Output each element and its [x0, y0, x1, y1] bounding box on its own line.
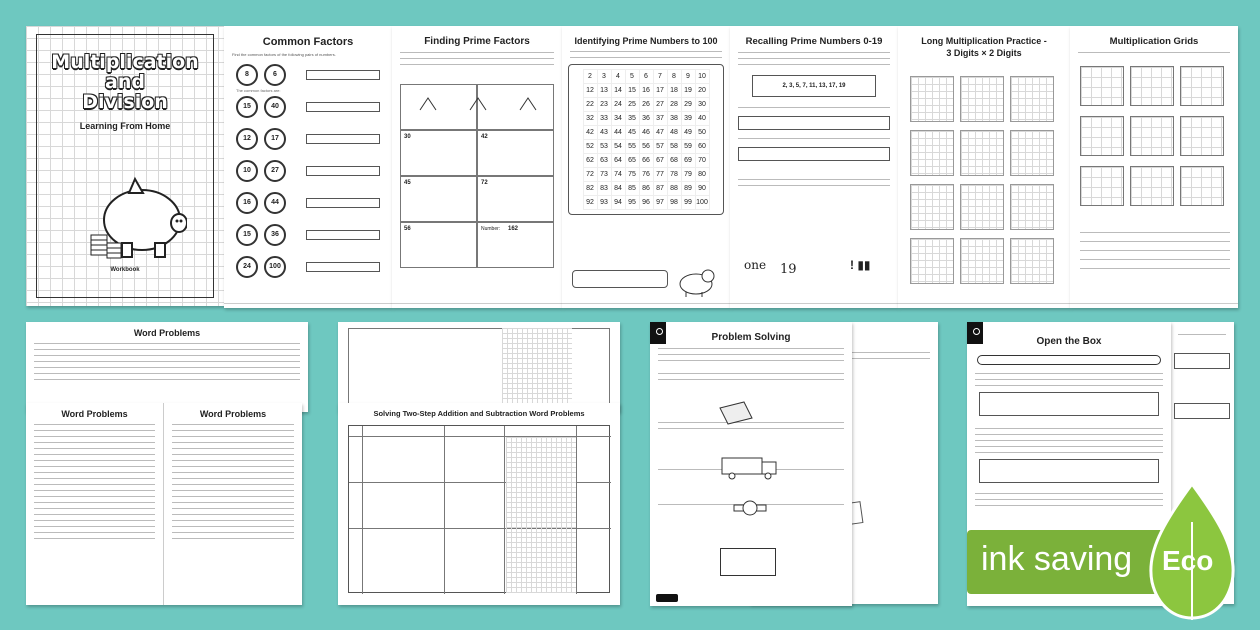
common-factors-instructions: Find the common factors of the following pairs of numbers. [232, 52, 336, 57]
number-cell[interactable]: 82 [583, 182, 597, 196]
word-problems-right-column [164, 403, 302, 605]
factor-number-circle: 36 [264, 224, 286, 246]
number-cell[interactable]: 33 [597, 112, 611, 126]
number-cell[interactable]: 7 [653, 70, 667, 84]
factor-cell-number: 72 [481, 180, 488, 186]
number-cell[interactable]: 45 [625, 126, 639, 140]
number-cell[interactable]: 12 [583, 84, 597, 98]
number-cell[interactable]: 94 [611, 196, 625, 210]
long-mult-title-line2: 3 Digits × 2 Digits [946, 48, 1022, 58]
cover-title-line3: Division [82, 90, 168, 113]
word-problems-left-title: Word Problems [61, 409, 128, 419]
number-cell[interactable]: 2 [583, 70, 597, 84]
number-cell[interactable]: 40 [695, 112, 709, 126]
watch-icon [732, 498, 768, 518]
factor-number-circle: 40 [264, 96, 286, 118]
number-cell[interactable]: 44 [611, 126, 625, 140]
factor-number-circle: 12 [236, 128, 258, 150]
number-cell[interactable]: 42 [583, 126, 597, 140]
factor-cell-number: 45 [404, 180, 411, 186]
mult-grid-tables [1080, 66, 1230, 216]
mult-grids-title: Multiplication Grids [1109, 36, 1199, 47]
working-grid[interactable] [1010, 130, 1054, 176]
factor-pair-row [230, 254, 386, 286]
factor-number-circle: 24 [236, 256, 258, 278]
multiplication-grids-sheet [1070, 26, 1238, 308]
number-cell[interactable]: 76 [639, 168, 653, 182]
answer-box[interactable] [306, 198, 380, 208]
factor-number-circle: 44 [264, 192, 286, 214]
answer-box [738, 147, 890, 161]
ink-saving-label: ink saving [981, 540, 1133, 578]
working-grid[interactable] [1010, 184, 1054, 230]
sheet-footer [730, 303, 898, 304]
sum-line [1080, 232, 1230, 233]
factor-number-label: Number: [481, 226, 501, 232]
number-cell[interactable]: 17 [653, 84, 667, 98]
number-cell[interactable]: 50 [695, 126, 709, 140]
instruction-banner [977, 355, 1161, 365]
working-grid[interactable] [910, 76, 954, 122]
identifying-primes-title: Identifying Prime Numbers to 100 [574, 36, 718, 46]
number-cell[interactable]: 100 [695, 196, 709, 210]
number-cell[interactable]: 10 [695, 70, 709, 84]
factor-pair-row [230, 158, 386, 190]
number-cell[interactable]: 55 [625, 140, 639, 154]
tab-marker-icon [650, 322, 666, 344]
number-cell[interactable]: 36 [639, 112, 653, 126]
factor-number-circle: 10 [236, 160, 258, 182]
cover-subtitle: Learning From Home [79, 120, 171, 131]
number-cell[interactable]: 43 [597, 126, 611, 140]
number-cell[interactable]: 26 [639, 98, 653, 112]
number-cell[interactable]: 95 [625, 196, 639, 210]
grid-method-table[interactable] [1080, 116, 1124, 156]
cover-title-line2: and [105, 70, 145, 93]
number-cell[interactable]: 90 [695, 182, 709, 196]
speech-bubble [572, 270, 668, 288]
grid-method-table[interactable] [1180, 66, 1224, 106]
sheet-footer [392, 303, 562, 304]
number-cell[interactable]: 56 [639, 140, 653, 154]
factor-pair-row [230, 190, 386, 222]
number-cell[interactable]: 88 [667, 182, 681, 196]
number-cell[interactable]: 89 [681, 182, 695, 196]
cover-label: Workbook [110, 267, 140, 273]
number-cell[interactable]: 46 [639, 126, 653, 140]
prime-factors-sheet [392, 26, 562, 308]
grid-method-table[interactable] [1130, 166, 1174, 206]
factor-pair-row [230, 62, 386, 94]
number-cell[interactable]: 93 [597, 196, 611, 210]
two-step-sheet-back [338, 322, 620, 412]
number-cell[interactable]: 57 [653, 140, 667, 154]
word-problems-sheet-back [26, 322, 308, 412]
common-factors-title: Common Factors [262, 36, 354, 48]
scribble-one: one [744, 258, 767, 272]
factor-number-circle: 6 [264, 64, 286, 86]
word-problems-title: Word Problems [133, 328, 201, 338]
number-cell[interactable]: 5 [625, 70, 639, 84]
answer-box [979, 459, 1159, 483]
number-cell[interactable]: 72 [583, 168, 597, 182]
number-cell[interactable]: 48 [667, 126, 681, 140]
recalling-primes-sheet [730, 26, 898, 308]
word-problems-left-column [26, 403, 164, 605]
answer-box[interactable] [306, 102, 380, 112]
sheet-footer [562, 303, 730, 304]
identifying-primes-sheet [562, 26, 730, 308]
open-the-box-title: Open the Box [1036, 336, 1102, 347]
number-cell[interactable]: 66 [639, 154, 653, 168]
mult-grid-sums [1080, 224, 1230, 277]
factor-number-circle: 15 [236, 96, 258, 118]
factor-cell-number: 30 [404, 134, 411, 140]
working-grid[interactable] [1010, 76, 1054, 122]
long-mult-grids [910, 76, 1060, 296]
number-cell[interactable]: 24 [611, 98, 625, 112]
two-step-title: Solving Two-Step Addition and Subtraction Word Problems [373, 409, 585, 418]
factor-number-circle: 27 [264, 160, 286, 182]
number-cell[interactable]: 29 [681, 98, 695, 112]
answer-box [738, 116, 890, 130]
answer-label: The common factors are: [236, 88, 281, 93]
working-grid[interactable] [960, 238, 1004, 284]
number-cell[interactable]: 15 [625, 84, 639, 98]
factor-cell-number: 56 [404, 226, 411, 232]
factor-number-circle: 15 [236, 224, 258, 246]
number-cell[interactable]: 20 [695, 84, 709, 98]
number-cell[interactable]: 78 [667, 168, 681, 182]
piggy-bank-icon [77, 175, 187, 265]
number-cell[interactable]: 59 [681, 140, 695, 154]
problem-solving-sheet-front [650, 322, 852, 606]
sum-line [1080, 241, 1230, 242]
number-cell[interactable]: 39 [681, 112, 695, 126]
number-cell[interactable]: 62 [583, 154, 597, 168]
hundred-square [583, 69, 710, 210]
number-cell[interactable]: 98 [667, 196, 681, 210]
number-cell[interactable]: 79 [681, 168, 695, 182]
factor-pair-row [230, 222, 386, 254]
number-cell[interactable]: 34 [611, 112, 625, 126]
long-mult-title-line1: Long Multiplication Practice - [921, 36, 1047, 46]
factor-number-circle: 17 [264, 128, 286, 150]
working-grid[interactable] [1010, 238, 1054, 284]
two-step-table [348, 425, 610, 593]
number-cell[interactable]: 75 [625, 168, 639, 182]
factor-pair-row [230, 94, 386, 126]
answer-box[interactable] [306, 166, 380, 176]
number-cell[interactable]: 73 [597, 168, 611, 182]
number-cell[interactable]: 38 [667, 112, 681, 126]
factor-cell-number: 42 [481, 134, 488, 140]
number-cell[interactable]: 14 [611, 84, 625, 98]
eco-badge-label: Eco [1162, 545, 1214, 576]
number-cell[interactable]: 67 [653, 154, 667, 168]
answer-box[interactable] [306, 230, 380, 240]
number-cell[interactable]: 70 [695, 154, 709, 168]
number-cell[interactable]: 25 [625, 98, 639, 112]
truck-icon [720, 452, 780, 482]
number-cell[interactable]: 27 [653, 98, 667, 112]
prime-factor-grid [400, 84, 554, 270]
number-cell[interactable]: 54 [611, 140, 625, 154]
number-cell[interactable]: 6 [639, 70, 653, 84]
cover-title-line1: Multiplication [51, 51, 199, 73]
grid-method-table[interactable] [1130, 66, 1174, 106]
number-cell[interactable]: 60 [695, 140, 709, 154]
number-cell[interactable]: 97 [653, 196, 667, 210]
prime-sequence-box: 2, 3, 5, 7, 11, 13, 17, 19 [752, 75, 876, 97]
scribble-mark: ! ▮▮ [850, 258, 871, 272]
number-cell[interactable]: 23 [597, 98, 611, 112]
answer-box[interactable] [306, 134, 380, 144]
number-cell[interactable]: 13 [597, 84, 611, 98]
sum-line [1080, 250, 1230, 251]
number-cell[interactable]: 53 [597, 140, 611, 154]
problem-solving-title: Problem Solving [711, 332, 791, 343]
grid-method-table[interactable] [1180, 166, 1224, 206]
number-cell[interactable]: 18 [667, 84, 681, 98]
answer-box[interactable] [306, 262, 380, 272]
number-cell[interactable]: 58 [667, 140, 681, 154]
factor-number-circle: 100 [264, 256, 286, 278]
number-cell[interactable]: 80 [695, 168, 709, 182]
grid-method-table[interactable] [1180, 116, 1224, 156]
workbook-cover-sheet [26, 26, 224, 306]
number-cell[interactable]: 68 [667, 154, 681, 168]
working-grid[interactable] [910, 238, 954, 284]
common-factors-rows [224, 62, 392, 286]
number-cell[interactable]: 32 [583, 112, 597, 126]
working-grid[interactable] [960, 76, 1004, 122]
working-grid[interactable] [960, 184, 1004, 230]
sheet-footer [224, 303, 392, 304]
hundred-square-frame [568, 64, 724, 215]
factor-number-circle: 16 [236, 192, 258, 214]
sum-line [1080, 259, 1230, 260]
number-cell[interactable]: 3 [597, 70, 611, 84]
answer-box[interactable] [306, 70, 380, 80]
number-cell[interactable]: 64 [611, 154, 625, 168]
answer-box [979, 392, 1159, 416]
word-problems-right-title: Word Problems [199, 409, 267, 419]
number-cell[interactable]: 8 [667, 70, 681, 84]
sheet-footer [898, 303, 1070, 304]
number-cell[interactable]: 19 [681, 84, 695, 98]
working-grid[interactable] [960, 130, 1004, 176]
number-cell[interactable]: 92 [583, 196, 597, 210]
recalling-primes-title: Recalling Prime Numbers 0-19 [745, 36, 883, 47]
number-cell[interactable]: 47 [653, 126, 667, 140]
footer-logo [656, 594, 678, 602]
number-cell[interactable]: 84 [611, 182, 625, 196]
number-cell[interactable]: 28 [667, 98, 681, 112]
number-cell[interactable]: 87 [653, 182, 667, 196]
grid-method-table[interactable] [1080, 166, 1124, 206]
grid-method-table[interactable] [1080, 66, 1124, 106]
two-step-sheet-front [338, 403, 620, 605]
working-grid[interactable] [910, 184, 954, 230]
sign-board-icon [720, 548, 776, 576]
goat-illustration-icon [672, 262, 720, 298]
word-problems-sheet-front [26, 403, 302, 605]
number-cell[interactable]: 69 [681, 154, 695, 168]
number-cell[interactable]: 86 [639, 182, 653, 196]
number-cell[interactable]: 77 [653, 168, 667, 182]
long-multiplication-sheet [898, 26, 1070, 308]
number-cell[interactable]: 63 [597, 154, 611, 168]
prime-factors-title: Finding Prime Factors [424, 36, 530, 47]
sheet-footer [1070, 303, 1238, 304]
number-cell[interactable]: 74 [611, 168, 625, 182]
scribble-19: 19 [780, 262, 797, 277]
number-cell[interactable]: 99 [681, 196, 695, 210]
cover-frame [36, 34, 214, 298]
number-cell[interactable]: 49 [681, 126, 695, 140]
factor-number-circle: 8 [236, 64, 258, 86]
number-cell[interactable]: 22 [583, 98, 597, 112]
tab-marker-icon [967, 322, 983, 344]
number-cell[interactable]: 65 [625, 154, 639, 168]
number-cell[interactable]: 4 [611, 70, 625, 84]
number-cell[interactable]: 85 [625, 182, 639, 196]
number-cell[interactable]: 96 [639, 196, 653, 210]
working-grid[interactable] [910, 130, 954, 176]
number-cell[interactable]: 16 [639, 84, 653, 98]
common-factors-sheet [224, 26, 392, 308]
sum-line [1080, 268, 1230, 269]
number-cell[interactable]: 52 [583, 140, 597, 154]
number-cell[interactable]: 37 [653, 112, 667, 126]
grid-cells [506, 437, 576, 593]
book-icon [716, 400, 756, 426]
grid-method-table[interactable] [1130, 116, 1174, 156]
factor-pair-row [230, 126, 386, 158]
number-cell[interactable]: 30 [695, 98, 709, 112]
factor-tree-icon [410, 90, 550, 120]
number-cell[interactable]: 83 [597, 182, 611, 196]
grid-cells [502, 328, 572, 408]
number-cell[interactable]: 35 [625, 112, 639, 126]
factor-number-value: 162 [508, 226, 519, 232]
number-cell[interactable]: 9 [681, 70, 695, 84]
